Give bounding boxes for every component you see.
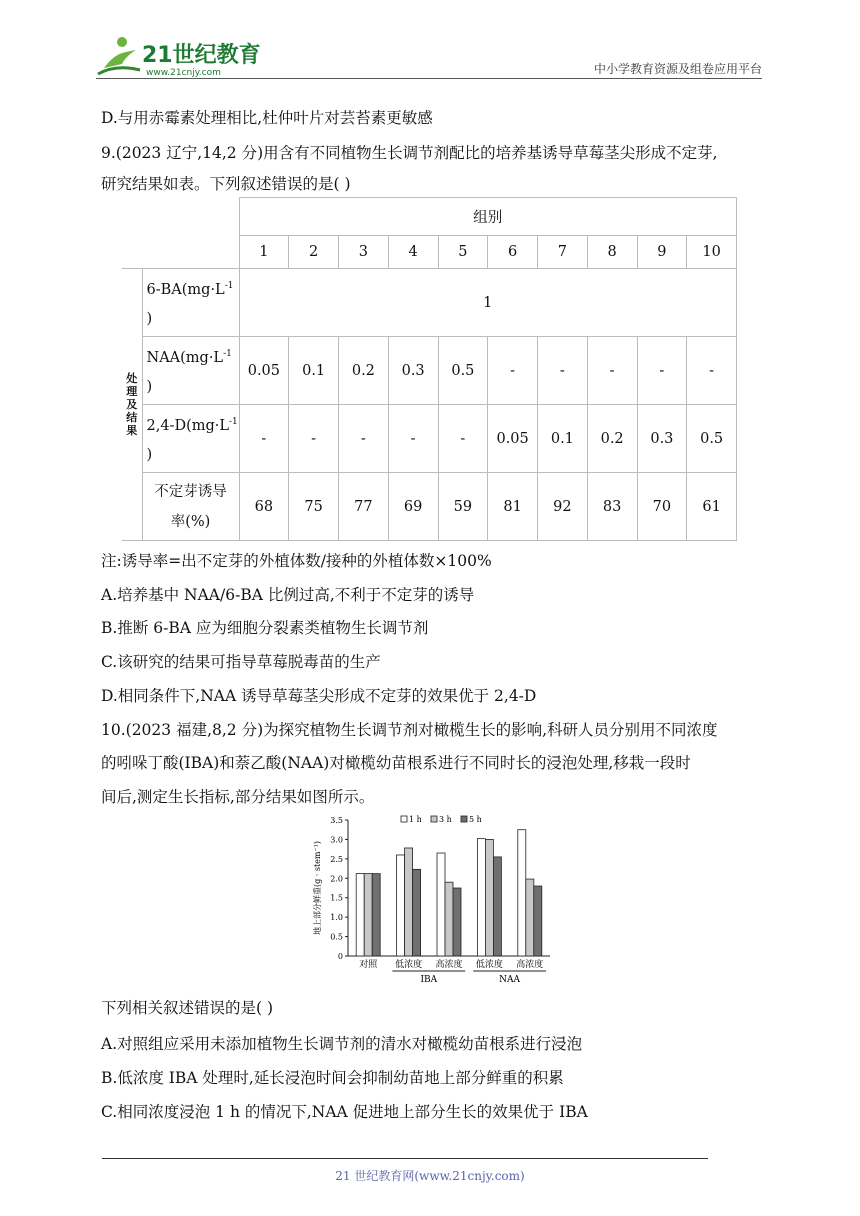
group-number: 9 (637, 236, 687, 269)
group-number: 1 (239, 236, 289, 269)
cell-24d: 0.5 (687, 405, 737, 473)
question-9-line1: 9.(2023 辽宁,14,2 分)用含有不同植物生长调节剂配比的培养基诱导草莓茎尖形成不定芽, (101, 144, 718, 162)
cell-24d: 0.3 (637, 405, 687, 473)
bar (526, 879, 534, 956)
svg-text:www.21cnjy.com: www.21cnjy.com (146, 68, 221, 78)
q10-option-c: C.相同浓度浸泡 1 h 的情况下,NAA 促进地上部分生长的效果优于 IBA (101, 1103, 588, 1121)
bar (405, 848, 413, 956)
footer-text: 21 世纪教育网(www.21cnjy.com) (335, 1169, 525, 1183)
cell-naa: 0.5 (438, 337, 488, 405)
bar (356, 874, 364, 956)
row-label-rate: 不定芽诱导 率(%) (142, 473, 239, 541)
x-tick-label: 对照 (359, 960, 378, 970)
x-tick-label: 低浓度 (395, 960, 423, 970)
cell-rate: 68 (239, 473, 289, 541)
cell-rate: 92 (538, 473, 588, 541)
cell-24d: 0.05 (488, 405, 538, 473)
row-label-24d: $2,4-D(mg\cdot L^{-1}$ ) (142, 405, 239, 473)
group-number: 7 (538, 236, 588, 269)
y-tick-label: 2.0 (330, 874, 343, 884)
y-axis-label: 地上部分鲜重(g · stem⁻¹) (313, 840, 322, 936)
legend-swatch (401, 816, 407, 822)
q9-option-d: D.相同条件下,NAA 诱导草莓茎尖形成不定芽的效果优于 2,4-D (101, 687, 537, 705)
cell-rate: 83 (587, 473, 637, 541)
bar (493, 857, 501, 956)
y-tick-label: 2.5 (330, 854, 343, 864)
side-label: 处理及结果 (122, 269, 142, 541)
bar (397, 855, 405, 956)
cell-rate: 59 (438, 473, 488, 541)
results-table (122, 197, 737, 541)
x-tick-label: 高浓度 (435, 960, 463, 970)
svg-text:21世纪教育: 21世纪教育 (142, 43, 261, 68)
bar (372, 874, 380, 956)
group-header: 组别 (239, 198, 737, 236)
y-tick-label: 0.5 (330, 932, 343, 942)
bar (445, 882, 453, 956)
y-tick-label: 3.5 (330, 816, 343, 825)
legend-label: 1 h (409, 815, 422, 824)
row-label-6ba: $6-BA(mg\cdot L^{-1}$ ) (142, 269, 239, 337)
cell-naa: - (488, 337, 538, 405)
q9-option-a: A.培养基中 NAA/6-BA 比例过高,不利于不定芽的诱导 (101, 586, 475, 604)
x-tick-label: 高浓度 (516, 960, 544, 970)
cell-naa: - (587, 337, 637, 405)
cell-24d: - (339, 405, 389, 473)
cell-naa: 0.3 (388, 337, 438, 405)
y-tick-label: 1.0 (330, 913, 343, 923)
cell-naa: - (538, 337, 588, 405)
bar (477, 839, 485, 956)
page-header (96, 30, 762, 80)
cell-24d: - (438, 405, 488, 473)
y-tick-label: 1.5 (330, 893, 343, 903)
group-number: 4 (388, 236, 438, 269)
table-note: 注:诱导率=出不定芽的外植体数/接种的外植体数×100% (101, 552, 492, 570)
group-number: 3 (339, 236, 389, 269)
question-10-line2: 的吲哚丁酸(IBA)和萘乙酸(NAA)对橄榄幼苗根系进行不同时长的浸泡处理,移栽一段时 (101, 754, 691, 772)
group-number: 10 (687, 236, 737, 269)
group-number: 8 (587, 236, 637, 269)
q10-option-b: B.低浓度 IBA 处理时,延长浸泡时间会抑制幼苗地上部分鲜重的积累 (101, 1069, 564, 1087)
question-9-line2: 研究结果如表。下列叙述错误的是( ) (101, 175, 351, 193)
y-tick-label: 0 (337, 952, 343, 961)
header-platform-text: 中小学教育资源及组卷应用平台 (593, 62, 762, 76)
legend-label: 3 h (439, 815, 452, 824)
cell-naa: - (637, 337, 687, 405)
cell-rate: 61 (687, 473, 737, 541)
cell-24d: - (388, 405, 438, 473)
bar (413, 869, 421, 956)
cell-24d: 0.2 (587, 405, 637, 473)
group-label: IBA (420, 975, 438, 985)
y-tick-label: 3.0 (330, 835, 343, 845)
cell-rate: 70 (637, 473, 687, 541)
bar (437, 853, 445, 956)
group-number: 5 (438, 236, 488, 269)
logo-21cnjy (96, 34, 266, 78)
bar (364, 874, 372, 956)
group-label: NAA (499, 975, 521, 985)
q9-option-b: B.推断 6-BA 应为细胞分裂素类植物生长调节剂 (101, 619, 429, 637)
q9-option-c: C.该研究的结果可指导草莓脱毒苗的生产 (101, 653, 381, 671)
q10-question: 下列相关叙述错误的是( ) (101, 999, 274, 1017)
cell-24d: - (239, 405, 289, 473)
group-number: 6 (488, 236, 538, 269)
cell-rate: 75 (289, 473, 339, 541)
question-10-line3: 间后,测定生长指标,部分结果如图所示。 (101, 788, 375, 806)
group-number: 2 (289, 236, 339, 269)
cell-24d: 0.1 (538, 405, 588, 473)
cell-24d: - (289, 405, 339, 473)
legend-label: 5 h (469, 815, 482, 824)
bar (518, 830, 526, 956)
bar (453, 888, 461, 956)
cell-rate: 81 (488, 473, 538, 541)
cell-naa: 0.1 (289, 337, 339, 405)
legend-swatch (431, 816, 437, 822)
bar (534, 886, 542, 956)
legend-swatch (461, 816, 467, 822)
cell-naa: - (687, 337, 737, 405)
cell-naa: 0.2 (339, 337, 389, 405)
q10-option-a: A.对照组应采用未添加植物生长调节剂的清水对橄榄幼苗根系进行浸泡 (101, 1035, 583, 1053)
question-10-line1: 10.(2023 福建,8,2 分)为探究植物生长调节剂对橄榄生长的影响,科研人员分别用不同浓度 (101, 721, 718, 739)
x-tick-label: 低浓度 (475, 960, 503, 970)
cell-6ba-value: 1 (239, 269, 737, 337)
cell-rate: 69 (388, 473, 438, 541)
header-divider (96, 78, 762, 79)
bar (485, 839, 493, 956)
cell-rate: 77 (339, 473, 389, 541)
option-d-prev: D.与用赤霉素处理相比,杜仲叶片对芸苔素更敏感 (101, 109, 433, 127)
cell-naa: 0.05 (239, 337, 289, 405)
bar-chart (306, 810, 556, 990)
row-label-naa: $NAA(mg\cdot L^{-1}$ ) (142, 337, 239, 405)
footer-divider (102, 1158, 708, 1159)
